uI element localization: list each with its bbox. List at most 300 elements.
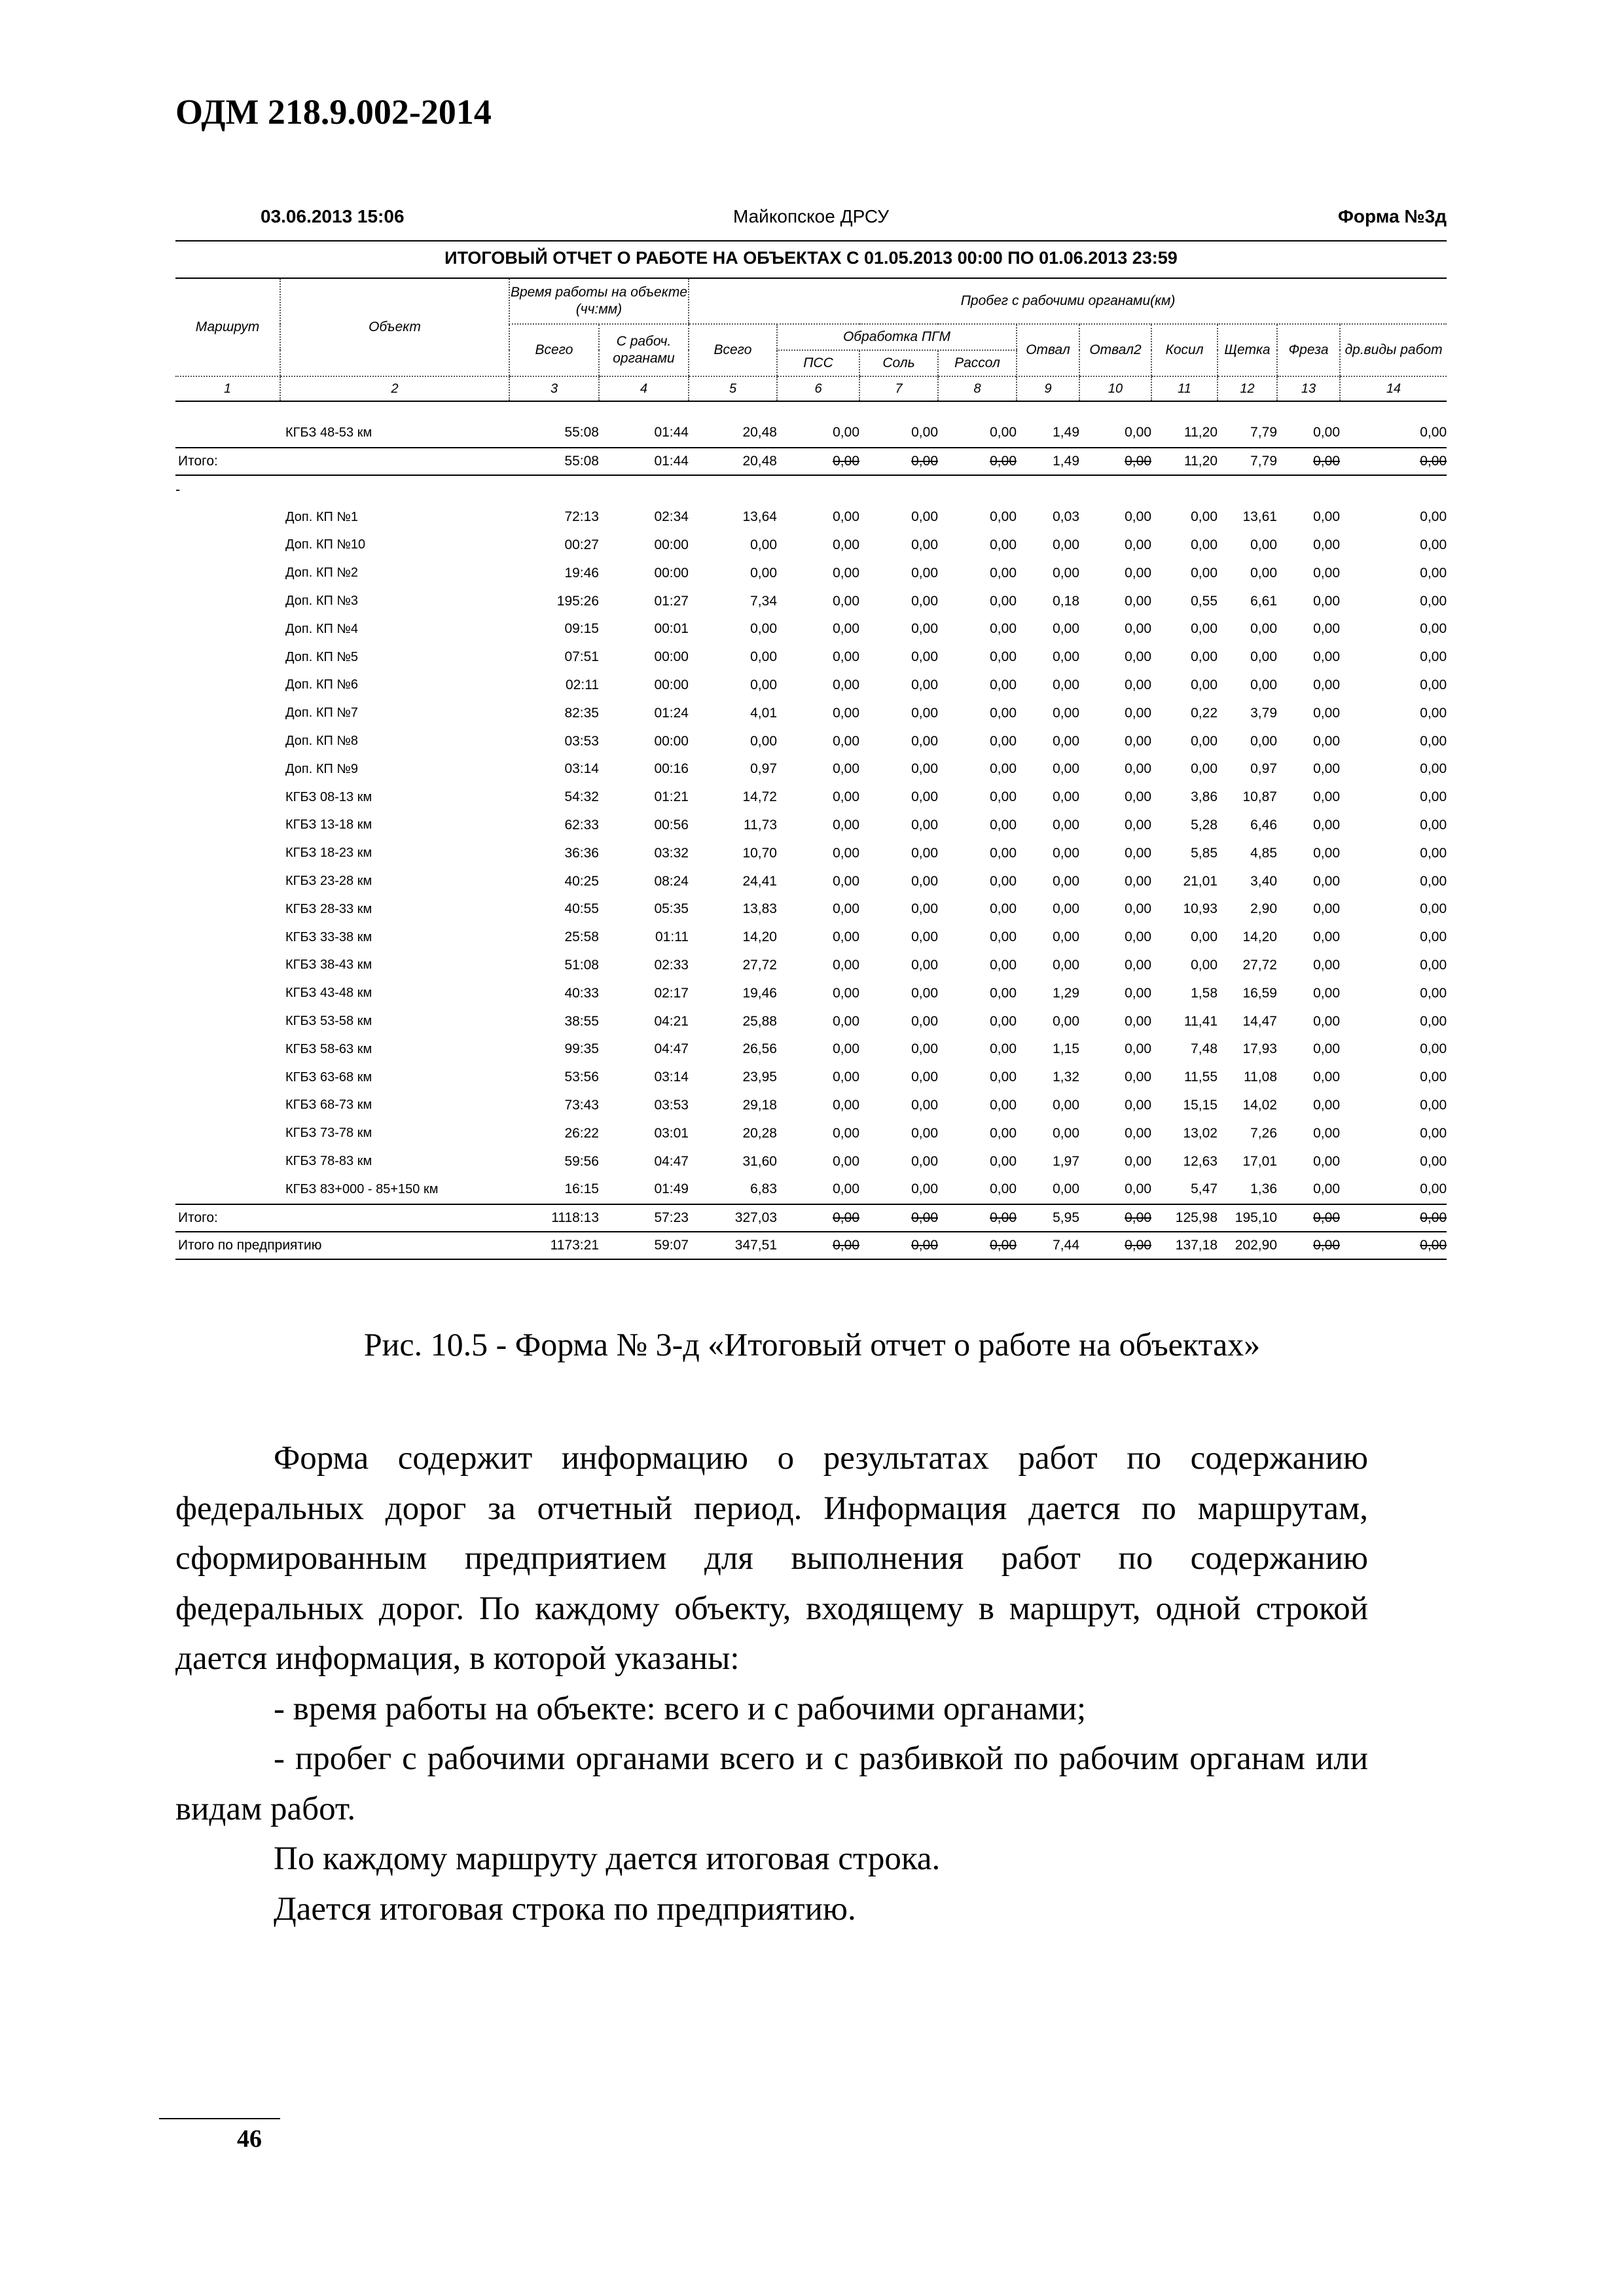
column-number: 10 <box>1079 376 1151 401</box>
value-cell: 00:00 <box>654 677 689 692</box>
value-cell: 0,00 <box>1053 1181 1079 1197</box>
value-cell: 0,00 <box>1313 901 1340 917</box>
value-cell: 0,00 <box>833 817 859 833</box>
value-cell: 0,00 <box>1125 1041 1151 1057</box>
value-cell: 0,00 <box>911 537 938 552</box>
value-cell: 03:14 <box>564 761 599 777</box>
object-cell: Доп. КП №5 <box>285 649 358 664</box>
route-cell <box>175 1119 280 1147</box>
value-cell: 0,00 <box>833 957 859 973</box>
value-cell: 0,00 <box>1125 761 1151 777</box>
value-cell: 00:16 <box>654 761 689 777</box>
value-cell: 0,00 <box>1420 761 1447 777</box>
value-cell: 04:21 <box>654 1013 689 1029</box>
value-cell: 0,00 <box>1313 425 1340 440</box>
value-cell: 09:15 <box>564 621 599 637</box>
value-cell: 40:55 <box>564 901 599 917</box>
value-cell: 0,00 <box>1053 1013 1079 1029</box>
value-cell: 21,01 <box>1183 873 1218 889</box>
table-row <box>175 615 1447 643</box>
value-cell: 0,00 <box>833 845 859 861</box>
value-cell: 26,56 <box>742 1041 777 1057</box>
value-cell: 0,00 <box>1313 957 1340 973</box>
route-cell <box>175 1092 280 1120</box>
value-cell: 0,00 <box>1125 1125 1151 1141</box>
value-cell: 00:56 <box>654 817 689 833</box>
value-cell: 03:53 <box>654 1097 689 1113</box>
value-cell: 0,00 <box>990 929 1017 945</box>
value-cell: 0,00 <box>1420 957 1447 973</box>
value-cell: 1,29 <box>1053 985 1079 1001</box>
column-number: 8 <box>938 376 1017 401</box>
object-cell: КГБЗ 63-68 км <box>285 1069 372 1085</box>
value-cell: 0,00 <box>1125 733 1151 749</box>
value-cell: 0,00 <box>1313 621 1340 637</box>
form-top-line <box>175 206 1447 240</box>
value-cell: 00:00 <box>654 537 689 552</box>
value-cell: 347,51 <box>689 1232 777 1259</box>
value-cell: 04:47 <box>654 1153 689 1169</box>
value-cell: 0,00 <box>1053 537 1079 552</box>
object-cell <box>280 1204 509 1232</box>
value-cell: 02:17 <box>654 985 689 1001</box>
value-cell: 0,00 <box>1125 509 1151 525</box>
value-cell: 0,00 <box>1250 565 1277 581</box>
value-cell: 0,55 <box>1191 593 1218 609</box>
value-cell: 99:35 <box>564 1041 599 1057</box>
header-mileage-total: Всего <box>689 324 777 376</box>
value-cell: 0,00 <box>1053 677 1079 692</box>
value-cell: 0,97 <box>750 761 777 777</box>
value-cell: 53:56 <box>564 1069 599 1085</box>
value-cell: 0,00 <box>911 985 938 1001</box>
value-cell: 0,00 <box>1191 929 1218 945</box>
value-cell: 0,00 <box>1420 593 1447 609</box>
value-cell: 0,00 <box>911 593 938 609</box>
value-cell: 3,79 <box>1250 705 1277 721</box>
object-cell: КГБЗ 58-63 км <box>285 1041 372 1056</box>
header-time-group: Время работы на объекте (чч:мм) <box>509 278 689 324</box>
value-cell: 0,00 <box>911 621 938 637</box>
route-cell <box>175 531 280 560</box>
route-cell <box>175 867 280 895</box>
value-cell: 17,01 <box>1242 1153 1277 1169</box>
object-cell: КГБЗ 33-38 км <box>285 929 372 944</box>
value-cell: 0,00 <box>1313 1097 1340 1113</box>
value-cell: 0,00 <box>1191 649 1218 665</box>
value-cell: 0,00 <box>833 1181 859 1197</box>
value-cell: 0,00 <box>990 873 1017 889</box>
value-cell: 0,00 <box>750 565 777 581</box>
value-cell: 17,93 <box>1242 1041 1277 1057</box>
value-cell: 0,00 <box>1053 845 1079 861</box>
value-cell: 195,10 <box>1218 1204 1277 1232</box>
value-cell: 0,00 <box>1340 448 1447 475</box>
value-cell: 14,02 <box>1242 1097 1277 1113</box>
value-cell: 0,00 <box>1125 565 1151 581</box>
route-group-row <box>175 475 1447 503</box>
value-cell: 0,00 <box>1420 425 1447 440</box>
header-route: Маршрут <box>175 278 280 376</box>
value-cell: 1,15 <box>1053 1041 1079 1057</box>
value-cell: 59:07 <box>599 1232 689 1259</box>
route-cell <box>175 979 280 1007</box>
object-cell: КГБЗ 48-53 км <box>285 425 372 440</box>
value-cell: 0,00 <box>1313 705 1340 721</box>
object-cell: КГБЗ 28-33 км <box>285 901 372 916</box>
table-row <box>175 727 1447 755</box>
page-number: 46 <box>237 2125 262 2153</box>
value-cell: 0,97 <box>1250 761 1277 777</box>
value-cell: 40:33 <box>564 985 599 1001</box>
value-cell: 0,00 <box>911 1013 938 1029</box>
value-cell: 0,00 <box>938 1204 1017 1232</box>
object-cell: Доп. КП №10 <box>285 537 366 552</box>
value-cell: 0,00 <box>1420 901 1447 917</box>
value-cell: 0,00 <box>1313 733 1340 749</box>
value-cell: 0,00 <box>1313 1125 1340 1141</box>
value-cell: 27,72 <box>1242 957 1277 973</box>
value-cell: 0,00 <box>1125 873 1151 889</box>
table-row <box>175 839 1447 867</box>
value-cell: 195:26 <box>556 593 599 609</box>
route-cell: Итого: <box>175 1204 280 1232</box>
value-cell: 59:56 <box>564 1153 599 1169</box>
value-cell: 03:53 <box>564 733 599 749</box>
value-cell: 0,00 <box>1420 733 1447 749</box>
value-cell: 0,00 <box>1079 1204 1151 1232</box>
value-cell: 19:46 <box>564 565 599 581</box>
route-cell <box>175 643 280 672</box>
value-cell: 0,00 <box>1191 761 1218 777</box>
value-cell: 0,00 <box>1079 1232 1151 1259</box>
value-cell: 51:08 <box>564 957 599 973</box>
report-form <box>175 206 1447 1260</box>
value-cell: 1,49 <box>1053 425 1079 440</box>
paragraph-route-total: По каждому маршруту дается итоговая строка. <box>274 1840 941 1877</box>
value-cell: 0,00 <box>1125 985 1151 1001</box>
value-cell: 1,49 <box>1017 448 1079 475</box>
value-cell: 0,00 <box>833 677 859 692</box>
value-cell: 0,00 <box>990 1069 1017 1085</box>
value-cell: 0,00 <box>1125 677 1151 692</box>
value-cell: 0,00 <box>833 705 859 721</box>
header-pgm-group: Обработка ПГМ <box>777 324 1017 350</box>
object-cell: КГБЗ 38-43 км <box>285 958 372 973</box>
value-cell: 0,00 <box>1420 537 1447 552</box>
value-cell: 0,00 <box>938 1232 1017 1259</box>
value-cell: 19,46 <box>742 985 777 1001</box>
value-cell: 55:08 <box>564 425 599 440</box>
value-cell: 0,00 <box>777 448 859 475</box>
value-cell: 0,00 <box>911 565 938 581</box>
value-cell: 0,00 <box>990 565 1017 581</box>
value-cell: 0,00 <box>1125 957 1151 973</box>
value-cell: 0,00 <box>750 733 777 749</box>
value-cell: 20,28 <box>742 1125 777 1141</box>
value-cell: 0,00 <box>1053 761 1079 777</box>
value-cell: 3,40 <box>1250 873 1277 889</box>
route-cell <box>175 419 280 448</box>
value-cell: 36:36 <box>564 845 599 861</box>
value-cell: 01:44 <box>599 448 689 475</box>
value-cell: 02:11 <box>566 677 599 692</box>
route-cell <box>175 1064 280 1092</box>
table-row <box>175 1175 1447 1204</box>
value-cell: 0,00 <box>1313 789 1340 805</box>
value-cell: 0,00 <box>1313 985 1340 1001</box>
value-cell: 0,00 <box>1277 448 1340 475</box>
object-cell: КГБЗ 43-48 км <box>285 986 372 1001</box>
value-cell: 0,00 <box>1313 817 1340 833</box>
object-cell: Доп. КП №3 <box>285 594 358 609</box>
value-cell: 0,00 <box>833 1097 859 1113</box>
value-cell: 0,00 <box>911 1069 938 1085</box>
route-cell <box>175 503 280 531</box>
value-cell: 01:27 <box>654 593 689 609</box>
value-cell: 02:33 <box>654 957 689 973</box>
value-cell: 0,00 <box>911 705 938 721</box>
route-cell <box>175 783 280 812</box>
header-other: др.виды работ <box>1340 324 1447 376</box>
value-cell: 57:23 <box>599 1204 689 1232</box>
value-cell: 0,00 <box>1079 448 1151 475</box>
value-cell: 0,00 <box>1313 1181 1340 1197</box>
route-cell <box>175 839 280 867</box>
value-cell: 0,00 <box>1125 789 1151 805</box>
route-cell <box>175 1147 280 1175</box>
object-cell: КГБЗ 18-23 км <box>285 846 372 861</box>
route-total-row <box>175 1204 1447 1232</box>
value-cell: 0,00 <box>990 845 1017 861</box>
report-title: ИТОГОВЫЙ ОТЧЕТ О РАБОТЕ НА ОБЪЕКТАХ С 01.05.2013 00:00 ПО 01.06.2013 23:59 <box>444 248 1178 268</box>
column-number: 12 <box>1218 376 1277 401</box>
object-cell: Доп. КП №9 <box>285 761 358 776</box>
table-row <box>175 699 1447 727</box>
value-cell: 0,00 <box>911 1181 938 1197</box>
value-cell: 0,00 <box>1420 1097 1447 1113</box>
route-cell <box>175 1035 280 1064</box>
value-cell: 0,00 <box>1250 537 1277 552</box>
column-number: 7 <box>859 376 938 401</box>
value-cell: 13,61 <box>1242 509 1277 525</box>
value-cell: 0,00 <box>1053 1097 1079 1113</box>
value-cell: 0,00 <box>911 1153 938 1169</box>
value-cell: 0,00 <box>1420 1041 1447 1057</box>
value-cell: 00:27 <box>564 537 599 552</box>
value-cell: 0,00 <box>1125 593 1151 609</box>
value-cell: 0,00 <box>1125 929 1151 945</box>
value-cell: 0,00 <box>1125 705 1151 721</box>
value-cell: 0,00 <box>1053 733 1079 749</box>
route-cell <box>175 672 280 700</box>
value-cell: 0,00 <box>990 705 1017 721</box>
value-cell: 07:51 <box>564 649 599 665</box>
value-cell: 11,55 <box>1184 1069 1218 1085</box>
value-cell: 16,59 <box>1242 985 1277 1001</box>
value-cell: 29,18 <box>742 1097 777 1113</box>
value-cell: 23,95 <box>742 1069 777 1085</box>
value-cell: 0,00 <box>833 985 859 1001</box>
route-cell <box>175 895 280 924</box>
value-cell: 0,00 <box>1420 1125 1447 1141</box>
value-cell: 0,00 <box>833 761 859 777</box>
value-cell: 31,60 <box>742 1153 777 1169</box>
object-cell: КГБЗ 53-58 км <box>285 1014 372 1029</box>
table-row <box>175 812 1447 840</box>
value-cell: 05:35 <box>654 901 689 917</box>
value-cell: 5,28 <box>1191 817 1218 833</box>
value-cell: 0,00 <box>990 509 1017 525</box>
value-cell: 0,00 <box>1420 1181 1447 1197</box>
value-cell: 73:43 <box>564 1097 599 1113</box>
object-cell: Доп. КП №7 <box>285 706 358 721</box>
table-row <box>175 1119 1447 1147</box>
route-marker: - <box>175 480 181 497</box>
value-cell: 0,00 <box>1420 985 1447 1001</box>
route-cell <box>175 1175 280 1204</box>
value-cell: 82:35 <box>564 705 599 721</box>
header-pss: ПСС <box>777 350 859 376</box>
value-cell: 01:21 <box>654 789 689 805</box>
value-cell: 0,00 <box>1053 901 1079 917</box>
body-text <box>175 1433 1368 1934</box>
value-cell: 14,72 <box>742 789 777 805</box>
value-cell: 0,00 <box>1340 1204 1447 1232</box>
object-cell: Доп. КП №4 <box>285 621 358 636</box>
value-cell: 0,00 <box>990 593 1017 609</box>
value-cell: 0,00 <box>833 901 859 917</box>
value-cell: 0,03 <box>1053 509 1079 525</box>
value-cell: 08:24 <box>654 873 689 889</box>
table-row <box>175 952 1447 980</box>
value-cell: 0,00 <box>911 761 938 777</box>
value-cell: 0,00 <box>1125 901 1151 917</box>
object-cell: КГБЗ 08-13 км <box>285 789 372 804</box>
value-cell: 4,85 <box>1250 845 1277 861</box>
value-cell: 0,00 <box>1420 1013 1447 1029</box>
value-cell: 0,00 <box>1125 1069 1151 1085</box>
value-cell: 0,00 <box>1250 621 1277 637</box>
value-cell: 5,47 <box>1191 1181 1218 1197</box>
column-number: 2 <box>280 376 509 401</box>
value-cell: 0,00 <box>1053 817 1079 833</box>
value-cell: 0,00 <box>1053 621 1079 637</box>
value-cell: 01:24 <box>654 705 689 721</box>
value-cell: 0,00 <box>990 677 1017 692</box>
route-cell <box>175 587 280 615</box>
value-cell: 1,32 <box>1053 1069 1079 1085</box>
value-cell: 0,00 <box>1125 1097 1151 1113</box>
value-cell: 72:13 <box>564 509 599 525</box>
table-separator <box>175 401 1447 419</box>
form-number: Форма №3д <box>1338 206 1447 226</box>
header-mileage-group: Пробег с рабочими органами(км) <box>689 278 1447 324</box>
value-cell: 0,00 <box>833 537 859 552</box>
list-item-mileage: - пробег с рабочими органами всего и с разбивкой по рабочим органам или видам работ. <box>175 1740 1368 1827</box>
value-cell: 0,00 <box>1420 1153 1447 1169</box>
value-cell: 0,00 <box>911 649 938 665</box>
table-row <box>175 503 1447 531</box>
value-cell: 0,00 <box>833 509 859 525</box>
report-table <box>175 278 1447 1260</box>
paragraph-form-description: Форма содержит информацию о результатах работ по содержанию федеральных дорог за отчетный период. Информация дается по маршрутам, сформированным предприятием для выполнения работ по содержанию федеральных дорог. По каждому объекту, входящему в маршрут, одной строкой дается информация, в которой указаны: <box>175 1440 1368 1677</box>
value-cell: 01:49 <box>654 1181 689 1197</box>
value-cell: 6,83 <box>750 1181 777 1197</box>
value-cell: 55:08 <box>509 448 599 475</box>
value-cell: 0,00 <box>1053 705 1079 721</box>
value-cell: 0,00 <box>1125 1153 1151 1169</box>
value-cell: 0,00 <box>990 817 1017 833</box>
value-cell: 0,00 <box>990 901 1017 917</box>
value-cell: 20,48 <box>689 448 777 475</box>
value-cell: 7,79 <box>1218 448 1277 475</box>
value-cell: 0,00 <box>990 1125 1017 1141</box>
value-cell: 0,00 <box>833 929 859 945</box>
column-number: 9 <box>1017 376 1079 401</box>
value-cell: 27,72 <box>742 957 777 973</box>
value-cell: 0,00 <box>777 1204 859 1232</box>
value-cell: 62:33 <box>564 817 599 833</box>
header-mill: Фреза <box>1277 324 1340 376</box>
value-cell: 00:00 <box>654 565 689 581</box>
value-cell: 0,00 <box>911 817 938 833</box>
value-cell: 0,00 <box>833 1069 859 1085</box>
value-cell: 0,00 <box>990 649 1017 665</box>
value-cell: 03:01 <box>654 1125 689 1141</box>
value-cell: 0,00 <box>1191 677 1218 692</box>
table-row <box>175 643 1447 672</box>
value-cell: 0,00 <box>1277 1232 1340 1259</box>
value-cell: 1,36 <box>1250 1181 1277 1197</box>
value-cell: 1,97 <box>1053 1153 1079 1169</box>
value-cell: 5,85 <box>1191 845 1218 861</box>
table-row <box>175 1147 1447 1175</box>
value-cell: 0,00 <box>990 537 1017 552</box>
value-cell: 6,61 <box>1250 593 1277 609</box>
value-cell: 5,95 <box>1017 1204 1079 1232</box>
document-code: ОДМ 218.9.002-2014 <box>175 92 492 132</box>
value-cell: 0,00 <box>859 448 938 475</box>
value-cell: 0,00 <box>990 1041 1017 1057</box>
value-cell: 0,00 <box>1420 845 1447 861</box>
column-number: 11 <box>1151 376 1218 401</box>
value-cell: 1,58 <box>1191 985 1218 1001</box>
value-cell: 0,00 <box>1125 1013 1151 1029</box>
value-cell: 0,00 <box>1191 621 1218 637</box>
value-cell: 02:34 <box>654 509 689 525</box>
value-cell: 137,18 <box>1151 1232 1218 1259</box>
value-cell: 13,64 <box>742 509 777 525</box>
value-cell: 11,73 <box>744 817 777 833</box>
column-number: 13 <box>1277 376 1340 401</box>
object-cell: Доп. КП №6 <box>285 677 358 692</box>
column-number: 1 <box>175 376 280 401</box>
value-cell: 38:55 <box>564 1013 599 1029</box>
route-cell <box>175 812 280 840</box>
value-cell: 0,00 <box>990 985 1017 1001</box>
table-row <box>175 895 1447 924</box>
value-cell: 0,00 <box>1313 677 1340 692</box>
value-cell: 0,00 <box>833 733 859 749</box>
column-number: 3 <box>509 376 599 401</box>
column-numbers-row <box>175 376 1447 401</box>
value-cell: 0,00 <box>1053 565 1079 581</box>
value-cell: 0,00 <box>833 425 859 440</box>
value-cell: 0,00 <box>990 733 1017 749</box>
value-cell: 0,00 <box>1313 1069 1340 1085</box>
column-number: 14 <box>1340 376 1447 401</box>
